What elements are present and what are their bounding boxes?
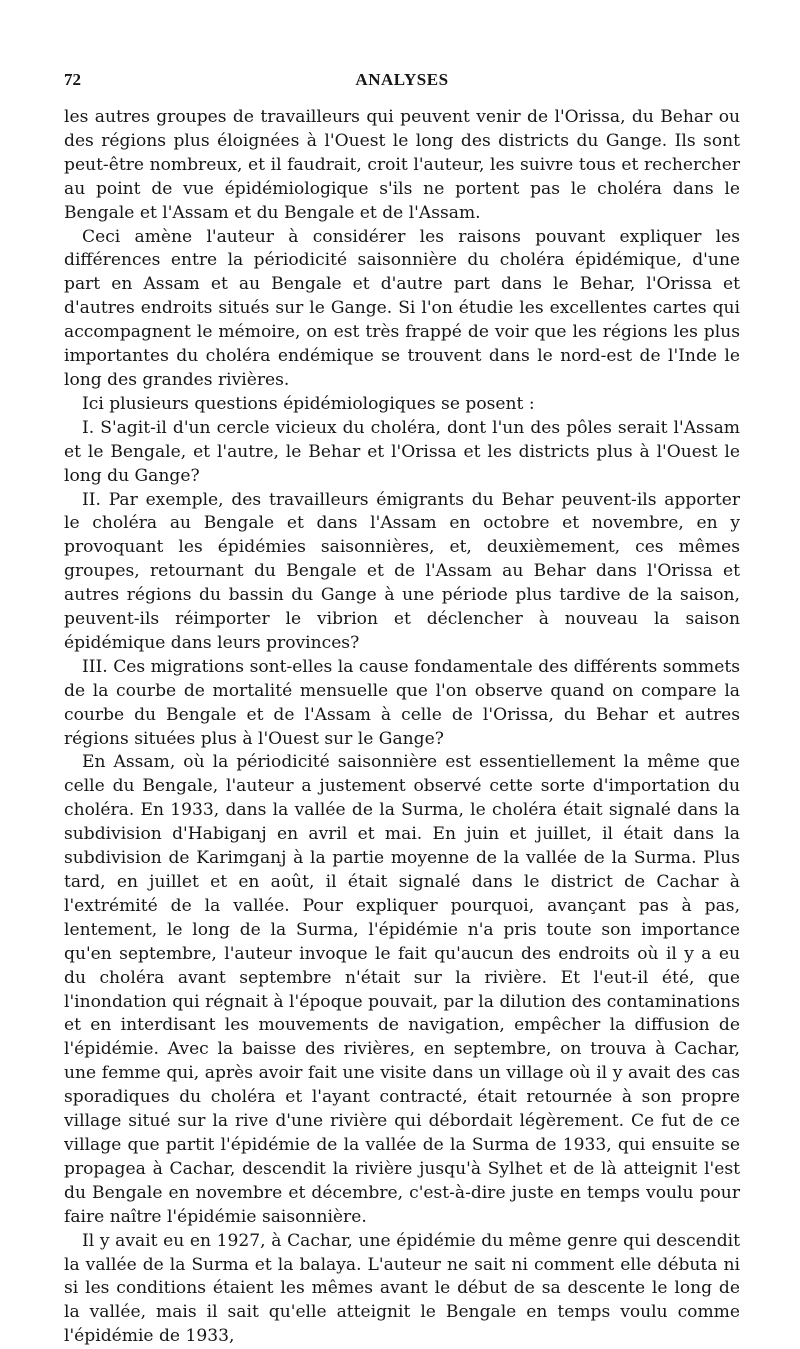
paragraph: Ici plusieurs questions épidémiologiques se posent : [82, 393, 535, 414]
running-head [64, 66, 740, 96]
paragraph: Ceci amène l'auteur à considérer les raisons pouvant expliquer les différences entre la périodicité saisonnière du choléra épidémique, d'une part en Assam et au Bengale et d'autre part dans le Behar, l'Orissa et d'autres endroits situés sur le Gange. Si l'on étudie les excellentes cartes qui accompagnent le mémoire, on est très frappé de voir que les régions les plus importantes du choléra endémique se trouvent dans le nord-est de l'Inde le long des grandes rivières. [64, 226, 740, 390]
running-title: ANALYSES [355, 70, 449, 89]
paragraph-question-2: II. Par exemple, des travailleurs émigrants du Behar peuvent-ils apporter le choléra au Bengale et dans l'Assam en octobre et novembre, en y provoquant les épidémies saisonnières, et, deuxièmement, ces mêmes groupes, retournant du Bengale et de l'Assam au Behar dans l'Orissa et autres régions du bassin du Gange à une période plus tardive de la saison, peuvent-ils réimporter le vibrion et déclencher à nouveau la saison épidémique dans leurs provinces? [64, 489, 740, 653]
paragraph: Il y avait eu en 1927, à Cachar, une épidémie du même genre qui descendit la vallée de la Surma et la balaya. L'auteur ne sait ni comment elle débuta ni si les conditions étaient les mêmes avant le début de sa descente le long de la vallée, mais il sait qu'elle atteignit le Bengale en temps voulu comme l'épidémie de 1933, [64, 1230, 740, 1347]
paragraph-continued: les autres groupes de travailleurs qui peuvent venir de l'Orissa, du Behar ou des régions plus éloignées à l'Ouest le long des districts du Gange. Ils sont peut-être nombreux, et il faudrait, croit l'auteur, les suivre tous et rechercher au point de vue épidémiologique s'ils ne portent pas le choléra dans le Bengale et l'Assam et du Bengale et de l'Assam. [64, 107, 740, 223]
body-text [64, 106, 740, 1349]
paragraph-question-3: III. Ces migrations sont-elles la cause fondamentale des différents sommets de la courbe de mortalité mensuelle que l'on observe quand on compare la courbe du Bengale et de l'Assam à celle de l'Orissa, du Behar et autres régions situées plus à l'Ouest sur le Gange? [64, 656, 740, 749]
paragraph-question-1: I. S'agit-il d'un cercle vicieux du choléra, dont l'un des pôles serait l'Assam et le Bengale, et l'autre, le Behar et l'Orissa et les districts plus à l'Ouest le long du Gange? [64, 417, 740, 486]
page [64, 66, 740, 1349]
paragraph: En Assam, où la périodicité saisonnière est essentiellement la même que celle du Bengale, l'auteur a justement observé cette sorte d'importation du choléra. En 1933, dans la vallée de la Surma, le choléra était signalé dans la subdivision d'Habiganj en avril et mai. En juin et juillet, il était dans la subdivision de Karimganj à la partie moyenne de la vallée de la Surma. Plus tard, en juillet et en août, il était signalé dans le district de Cachar à l'extrémité de la vallée. Pour expliquer pourquoi, avançant pas à pas, lentement, le long de la Surma, l'épidémie n'a pris toute son importance qu'en septembre, l'auteur invoque le fait qu'aucun des endroits où il y a eu du choléra avant septembre n'était sur la rivière. Et l'eut-il été, que l'inondation qui régnait à l'époque pouvait, par la dilution des contaminations et en interdisant les mouvements de navigation, empêcher la diffusion de l'épidémie. Avec la baisse des rivières, en septembre, on trouva à Cachar, une femme qui, après avoir fait une visite dans un village où il y avait des cas sporadiques du choléra et l'ayant contracté, était retournée à son propre village situé sur la rive d'une rivière qui débordait légèrement. Ce fut de ce village que partit l'épidémie de la vallée de la Surma de 1933, qui ensuite se propagea à Cachar, descendit la rivière jusqu'à Sylhet et de là atteignit l'est du Bengale en novembre et décembre, c'est-à-dire juste en temps voulu pour faire naître l'épidémie saisonnière. [64, 752, 740, 1227]
page-number: 72 [64, 70, 81, 89]
